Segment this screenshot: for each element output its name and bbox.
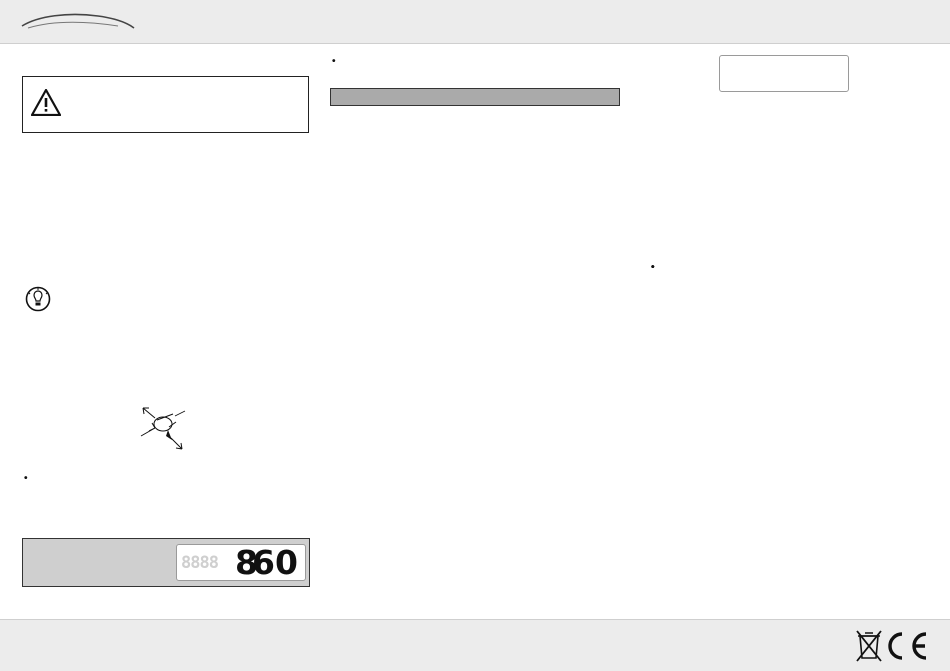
warning-box xyxy=(22,76,309,133)
hud-display-graphic xyxy=(176,544,306,581)
weee-bin-icon xyxy=(857,631,881,661)
selection-wheel-diagram xyxy=(135,400,195,452)
compliance-marks xyxy=(856,628,930,664)
page-footer xyxy=(0,619,950,671)
warning-triangle-icon xyxy=(31,89,61,116)
brand-car-logo xyxy=(18,10,138,42)
combination-display-table xyxy=(330,88,620,106)
hud-ghost-digit: 8 xyxy=(235,543,258,582)
table-header xyxy=(331,89,620,106)
page-header xyxy=(0,0,950,44)
hud-ghost-digits: 8888 xyxy=(181,553,218,573)
ce-mark-icon xyxy=(890,634,926,658)
hud-speed-digits: 60 xyxy=(252,543,298,582)
speed-only-box xyxy=(22,538,310,587)
hud-display-graphic xyxy=(719,55,849,92)
lightbulb-hint-icon xyxy=(24,286,52,316)
